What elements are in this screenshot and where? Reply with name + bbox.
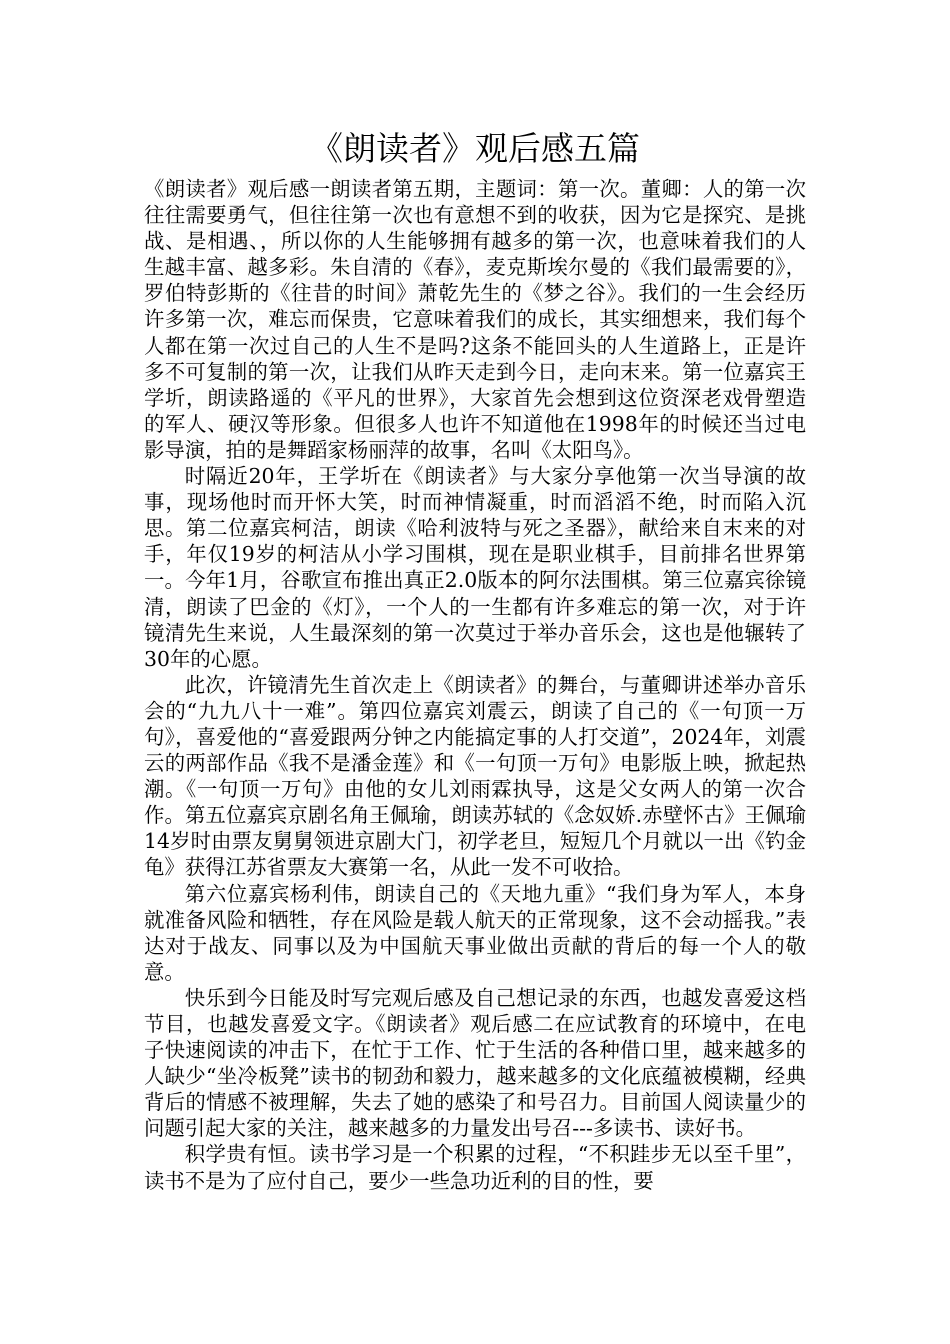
document-body — [144, 176, 806, 1194]
paragraph-1: 《朗读者》观后感一朗读者第五期，主题词：第一次。董卿：人的第一次往往需要勇气，但往往第一次也有意想不到的收获，因为它是探究、是挑战、是相遇、，所以你的人生能够拥有越多的第一次，也意味着我们的人生越丰富、越多彩。朱自清的《春》，麦克斯埃尔曼的《我们最需要的》，罗伯特彭斯的《往昔的时间》萧乾先生的《梦之谷》。我们的一生会经历许多第一次，难忘而保贵，它意味着我们的成长，其实细想来，我们每个人都在第一次过自己的人生不是吗?这条不能回头的人生道路上，正是许多不可复制的第一次，让我们从昨天走到今日，走向末来。第一位嘉宾王学圻，朗读路遥的《平凡的世界》，大家首先会想到这位资深老戏骨塑造的军人、硬汉等形象。但很多人也许不知道他在1998年的时候还当过电影导演，拍的是舞蹈家杨丽萍的故事，名叫《太阳鸟》。 — [144, 177, 806, 462]
paragraph-6: 积学贵有恒。读书学习是一个积累的过程，“不积跬步无以至千里”，读书不是为了应付自己，要少一些急功近利的目的性，要 — [144, 1142, 806, 1193]
paragraph-2: 时隔近20年，王学圻在《朗读者》与大家分享他第一次当导演的故事，现场他时而开怀大笑，时而神情凝重，时而滔滔不绝，时而陷入沉思。第二位嘉宾柯洁，朗读《哈利波特与死之圣器》，献给来自末来的对手，年仅19岁的柯洁从小学习围棋，现在是职业棋手，目前排名世界第一。今年1月，谷歌宣布推出真正2.0版本的阿尔法围棋。第三位嘉宾徐镜清，朗读了巴金的《灯》，一个人的一生都有许多难忘的第一次，对于许镜清先生来说，人生最深刻的第一次莫过于举办音乐会，这也是他辗转了30年的心愿。 — [144, 464, 806, 671]
paragraph-4: 第六位嘉宾杨利伟，朗读自己的《天地九重》“我们身为军人，本身就准备风险和牺牲，存在风险是载人航天的正常现象，这不会动摇我。”表达对于战友、同事以及为中国航天事业做出贡献的背后的每一个人的敬意。 — [144, 881, 806, 984]
paragraph-5: 快乐到今日能及时写完观后感及自己想记录的东西，也越发喜爱这档节目，也越发喜爱文字。《朗读者》观后感二在应试教育的环境中，在电子快速阅读的冲击下，在忙于工作、忙于生活的各种借口里，越来越多的人缺少“坐冷板凳”读书的韧劲和毅力，越来越多的文化底蕴被模糊，经典背后的情感不被理解，失去了她的感染了和号召力。目前国人阅读量少的问题引起大家的关注，越来越多的力量发出号召---多读书、读好书。 — [144, 985, 806, 1141]
document-title: 《朗读者》观后感五篇 — [310, 129, 640, 168]
paragraph-3: 此次，许镜清先生首次走上《朗读者》的舞台，与董卿讲述举办音乐会的“九九八十一难”。第四位嘉宾刘震云，朗读了自己的《一句顶一万句》，喜爱他的“喜爱跟两分钟之内能搞定事的人打交道”，2024年，刘震云的两部作品《我不是潘金莲》和《一句顶一万句》电影版上映，掀起热潮。《一句顶一万句》由他的女儿刘雨霖执导，这是父女两人的第一次合作。第五位嘉宾京剧名角王佩瑜，朗读苏轼的《念奴娇.赤壁怀古》王佩瑜14岁时由票友舅舅领进京剧大门，初学老旦，短短几个月就以一出《钓金龟》获得江苏省票友大赛第一名，从此一发不可收拾。 — [144, 672, 806, 880]
